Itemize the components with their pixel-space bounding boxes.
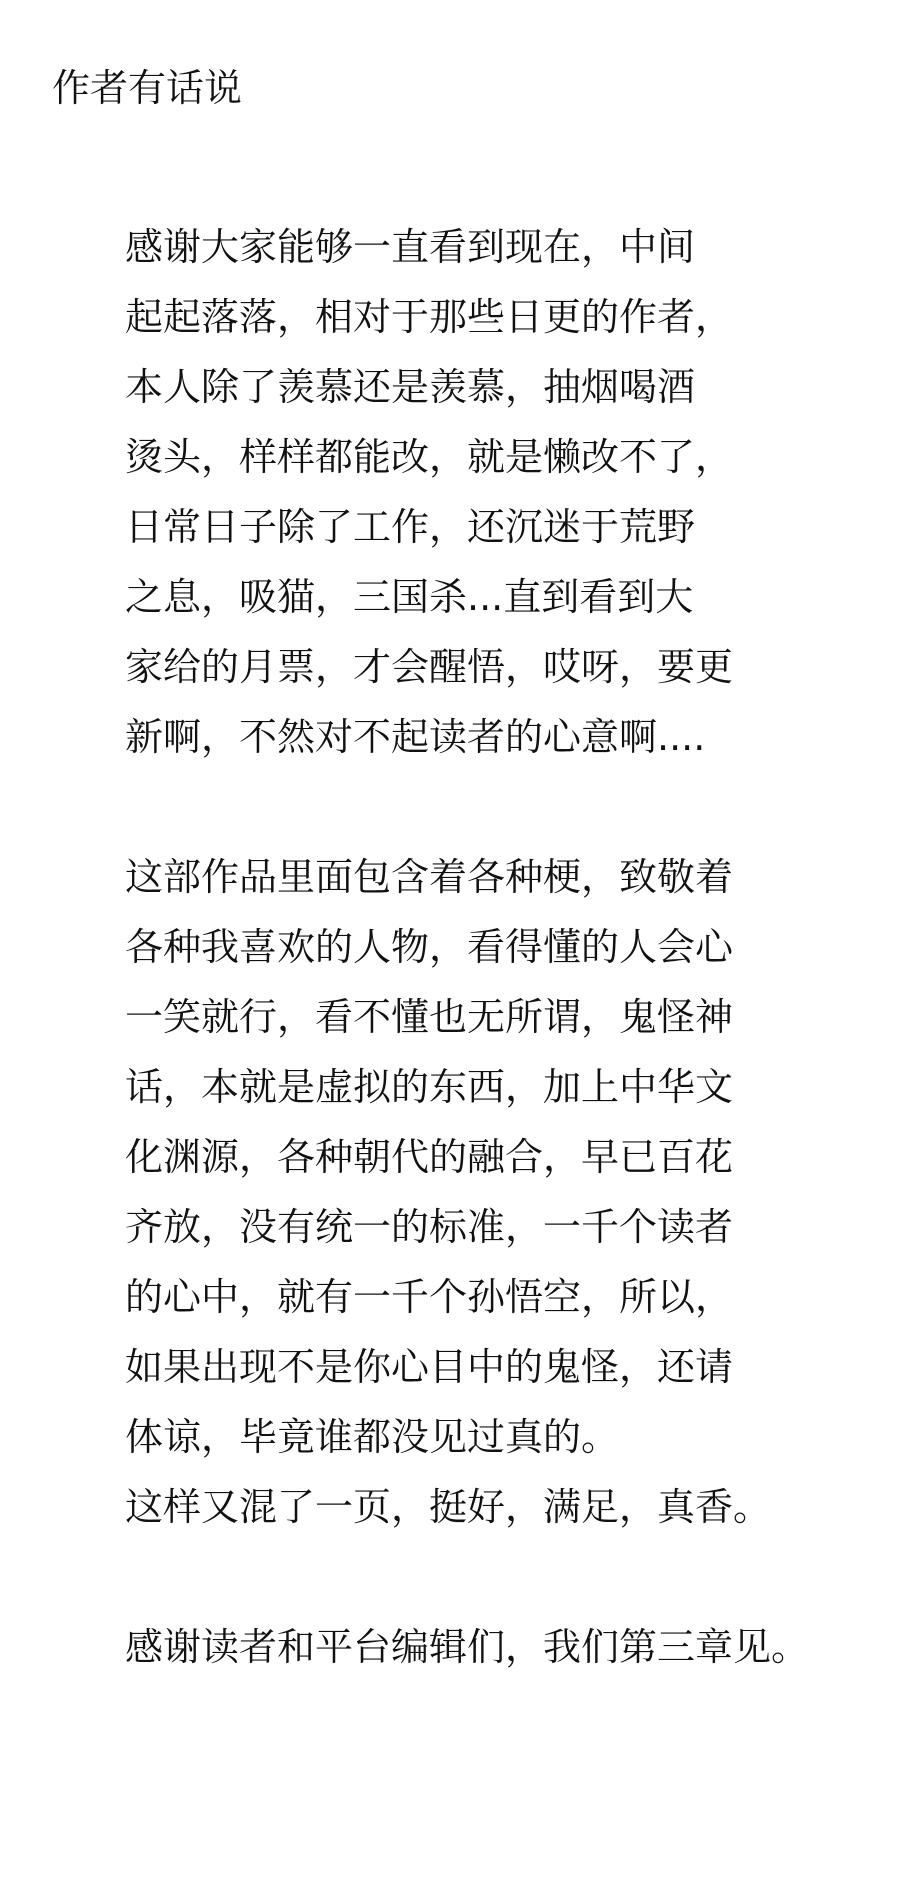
text-line: 感谢大家能够一直看到现在，中间: [125, 225, 696, 269]
text-line: 家给的月票，才会醒悟，哎呀，要更: [125, 645, 734, 689]
text-line: 新啊，不然对不起读者的心意啊....: [125, 715, 706, 759]
text-line: 烫头，样样都能改，就是懒改不了，: [125, 435, 734, 479]
paragraph-story-notes: [125, 842, 885, 1542]
text-line: 化渊源，各种朝代的融合，早已百花: [125, 1135, 734, 1179]
text-line: 这部作品里面包含着各种梗，致敬着: [125, 855, 734, 899]
author-note-body: [125, 212, 885, 1682]
paragraph-gap: [125, 1542, 885, 1612]
text-line: 感谢读者和平台编辑们，我们第三章见。: [125, 1625, 810, 1669]
text-line: 话，本就是虚拟的东西，加上中华文: [125, 1065, 734, 1109]
text-line: 一笑就行，看不懂也无所谓，鬼怪神: [125, 995, 734, 1039]
text-line: 之息，吸猫，三国杀...直到看到大: [125, 575, 694, 619]
text-line: 如果出现不是你心目中的鬼怪，还请: [125, 1345, 734, 1389]
paragraph-thanks: [125, 212, 885, 772]
text-line: 各种我喜欢的人物，看得懂的人会心: [125, 925, 734, 969]
text-line: 起起落落，相对于那些日更的作者，: [125, 295, 734, 339]
author-note-title: 作者有话说: [52, 66, 243, 110]
text-line: 这样又混了一页，挺好，满足，真香。: [125, 1485, 772, 1529]
text-line: 日常日子除了工作，还沉迷于荒野: [125, 505, 696, 549]
paragraph-gap: [125, 772, 885, 842]
text-line: 体谅，毕竟谁都没见过真的。: [125, 1415, 620, 1459]
text-line: 的心中，就有一千个孙悟空，所以，: [125, 1275, 734, 1319]
text-line: 本人除了羡慕还是羡慕，抽烟喝酒: [125, 365, 696, 409]
paragraph-closing: [125, 1612, 885, 1682]
text-line: 齐放，没有统一的标准，一千个读者: [125, 1205, 734, 1249]
